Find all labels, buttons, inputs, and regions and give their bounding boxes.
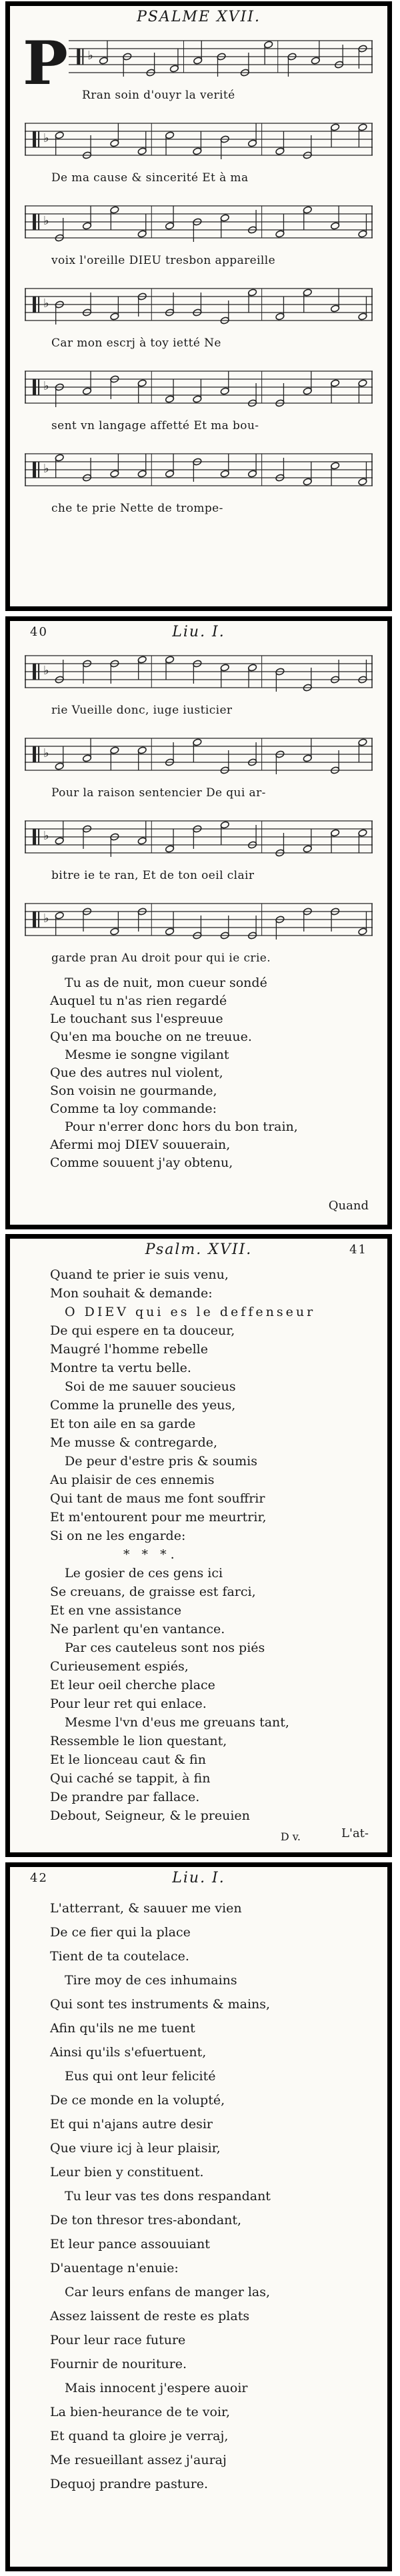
running-head: [30, 6, 367, 29]
verse-line: Tire moy de ces inhumains: [65, 1973, 237, 1988]
music-system: [25, 197, 373, 277]
page-psalm-17-text-42: [5, 1862, 392, 2571]
verse-line: Mon souhait & demande:: [50, 1286, 213, 1301]
verse-line: Le touchant sus l'espreuue: [50, 1011, 223, 1026]
verse-line: Par ces cauteleus sont nos piés: [65, 1640, 265, 1655]
verse-line: Assez laissent de reste es plats: [50, 2309, 250, 2323]
music-system: [25, 444, 373, 524]
drop-cap-initial: P: [23, 28, 68, 99]
verse-line: Comme ta loy commande:: [50, 1101, 217, 1116]
lyric-line: voix l'oreille DIEU tresbon appareille: [51, 254, 276, 267]
verse-line: Et leur pance assouuiant: [50, 2237, 210, 2252]
lyric-line: sent vn langage affetté Et ma bou-: [51, 419, 259, 432]
music-staff: [25, 894, 373, 948]
page-psalm-17-music-1: [5, 1, 392, 611]
music-staff: [25, 812, 373, 865]
page-number: 41: [349, 1243, 367, 1257]
verse-line: Mesme l'vn d'eus me greuans tant,: [65, 1715, 289, 1730]
verse-line: Et quand ta gloire je verraj,: [50, 2429, 229, 2443]
running-head: [30, 1239, 367, 1261]
lyric-line: Pour la raison sentencier De qui ar-: [51, 786, 266, 800]
verse-line: Et le lionceau caut & fin: [50, 1752, 206, 1767]
svg-text:♭: ♭: [43, 214, 49, 228]
verse-line: Qu'en ma bouche on ne treuue.: [50, 1029, 252, 1044]
verse-line: Soi de me sauuer soucieus: [65, 1379, 236, 1394]
music-system: [25, 362, 373, 442]
verse-line: Le gosier de ces gens ici: [65, 1566, 223, 1581]
verse-block: [10, 1261, 387, 1825]
verse-line: O DIEV qui es le deffenseur: [65, 1305, 316, 1319]
verse-line: Me musse & contregarde,: [50, 1435, 218, 1450]
music-system: [25, 729, 373, 809]
music-staff: [25, 444, 373, 498]
verse-line: Tient de ta coutelace.: [50, 1949, 189, 1964]
lyric-line: De ma cause & sincerité Et à ma: [51, 171, 249, 185]
verse-line: Ainsi qu'ils s'efuertuent,: [50, 2045, 207, 2060]
page-psalm-17-text-41: [5, 1234, 392, 1857]
verse-line: Mais innocent j'espere auoir: [65, 2381, 248, 2395]
verse-line: Tu leur vas tes dons respandant: [65, 2189, 271, 2204]
music-system: [25, 279, 373, 359]
verse-line: Montre ta vertu belle.: [50, 1361, 191, 1375]
lyric-line: bitre ie te ran, Et de ton oeil clair: [51, 869, 255, 882]
verse-line: Mesme ie songne vigilant: [65, 1047, 229, 1062]
lyric-line: Car mon escrj à toy ietté Ne: [51, 336, 221, 350]
svg-text:♭: ♭: [43, 131, 49, 145]
verse-line: La bien-heurance de te voir,: [50, 2405, 231, 2419]
verse-line: Quand te prier ie suis venu,: [50, 1267, 229, 1282]
lyric-line: rie Vueille donc, iuge iusticier: [51, 704, 233, 717]
running-head: [30, 1867, 367, 1890]
signature-mark: D v.: [280, 1830, 301, 1843]
verse-line: Leur bien y constituent.: [50, 2165, 204, 2180]
verse-line: Auquel tu n'as rien regardé: [50, 993, 227, 1008]
music-staff: [25, 362, 373, 415]
verse-line: Pour leur race future: [50, 2333, 186, 2347]
running-head-title: Liu. I.: [172, 624, 225, 640]
music-system: [25, 646, 373, 726]
page-number: 40: [30, 625, 48, 639]
music-system: [23, 28, 373, 111]
verse-line: Et qui n'ajans autre desir: [50, 2117, 213, 2132]
verse-line: Comme souuent j'ay obtenu,: [50, 1155, 233, 1170]
verse-line: Se creuans, de graisse est farci,: [50, 1585, 256, 1599]
verse-line: Qui sont tes instruments & mains,: [50, 1997, 271, 2012]
verse-line: Et leur oeil cherche place: [50, 1678, 215, 1692]
verse-line: De qui espere en ta douceur,: [50, 1323, 235, 1338]
svg-text:♭: ♭: [43, 664, 49, 678]
verse-line: De ton thresor tres-abondant,: [50, 2213, 242, 2228]
verse-line: L'atterrant, & sauuer me vien: [50, 1901, 242, 1916]
verse-line: Car leurs enfans de manger las,: [65, 2285, 271, 2299]
verse-block: [10, 974, 387, 1172]
music-staff: [25, 729, 373, 782]
catchword: Quand: [328, 1199, 369, 1213]
music-system: [25, 114, 373, 194]
svg-text:♭: ♭: [43, 829, 49, 843]
verse-ornament: * * *.: [123, 1547, 179, 1562]
lyric-line: Rran soin d'ouyr la verité: [82, 89, 235, 102]
verse-line: Qui caché se tappit, à fin: [50, 1771, 211, 1786]
running-head-title: Liu. I.: [172, 1870, 225, 1886]
music-staff: [25, 279, 373, 332]
verse-line: Qui tant de maus me font souffrir: [50, 1491, 265, 1506]
verse-line: Eus qui ont leur felicité: [65, 2069, 216, 2084]
verse-line: De prandre par fallace.: [50, 1790, 200, 1804]
verse-line: Son voisin ne gourmande,: [50, 1083, 217, 1098]
verse-line: Pour leur ret qui enlace.: [50, 1696, 207, 1711]
verse-line: Si on ne les engarde:: [50, 1529, 186, 1543]
verse-line: Et ton aile en sa garde: [50, 1417, 196, 1431]
running-head-title: PSALME XVII.: [137, 9, 261, 25]
verse-line: Pour n'errer donc hors du bon train,: [65, 1119, 298, 1134]
verse-line: De ce fier qui la place: [50, 1925, 191, 1940]
verse-line: Maugré l'homme rebelle: [50, 1342, 208, 1357]
music-staff: [25, 31, 373, 85]
page-psalm-17-music-2: [5, 616, 392, 1229]
verse-line: Et en vne assistance: [50, 1603, 182, 1618]
svg-text:♭: ♭: [43, 379, 49, 393]
lyric-line: garde pran Au droit pour qui ie crie.: [51, 952, 271, 965]
verse-line: D'auentage n'enuie:: [50, 2261, 179, 2275]
music-staff: [25, 114, 373, 167]
verse-line: Afermi moj DIEV souuerain,: [50, 1137, 231, 1152]
svg-text:♭: ♭: [43, 912, 49, 926]
music-system: [25, 812, 373, 892]
svg-text:♭: ♭: [87, 49, 93, 63]
verse-line: Que viure icj à leur plaisir,: [50, 2141, 221, 2156]
verse-line: Au plaisir de ces ennemis: [50, 1473, 215, 1487]
verse-line: Fournir de nouriture.: [50, 2357, 187, 2371]
verse-line: Curieusement espiés,: [50, 1659, 189, 1674]
svg-text:♭: ♭: [43, 746, 49, 760]
music-system: [25, 894, 373, 974]
running-head-title: Psalm. XVII.: [145, 1241, 253, 1258]
verse-line: Que des autres nul violent,: [50, 1065, 223, 1080]
catchword: L'at-: [341, 1826, 369, 1840]
verse-line: Me resueillant assez j'auraj: [50, 2453, 227, 2467]
verse-line: Dequoj prandre pasture.: [50, 2477, 209, 2491]
svg-text:♭: ♭: [43, 297, 49, 311]
verse-line: Et m'entourent pour me meurtrir,: [50, 1510, 267, 1525]
page-number: 42: [30, 1871, 48, 1885]
running-head: [30, 621, 367, 644]
verse-line: De ce monde en la volupté,: [50, 2093, 225, 2108]
svg-text:♭: ♭: [43, 462, 49, 476]
verse-line: Comme la prunelle des yeus,: [50, 1398, 236, 1413]
music-staff: [25, 646, 373, 700]
verse-line: De peur d'estre pris & soumis: [65, 1454, 257, 1469]
verse-line: Ne parlent qu'en vantance.: [50, 1622, 225, 1636]
verse-block: [10, 1890, 387, 2496]
verse-line: Debout, Seigneur, & le preuien: [50, 1808, 250, 1823]
verse-line: Afin qu'ils ne me tuent: [50, 2021, 195, 2036]
lyric-line: che te prie Nette de trompe-: [51, 502, 223, 515]
verse-line: Ressemble le lion questant,: [50, 1734, 227, 1748]
music-staff: [25, 197, 373, 250]
verse-line: Tu as de nuit, mon cueur sondé: [65, 975, 267, 990]
